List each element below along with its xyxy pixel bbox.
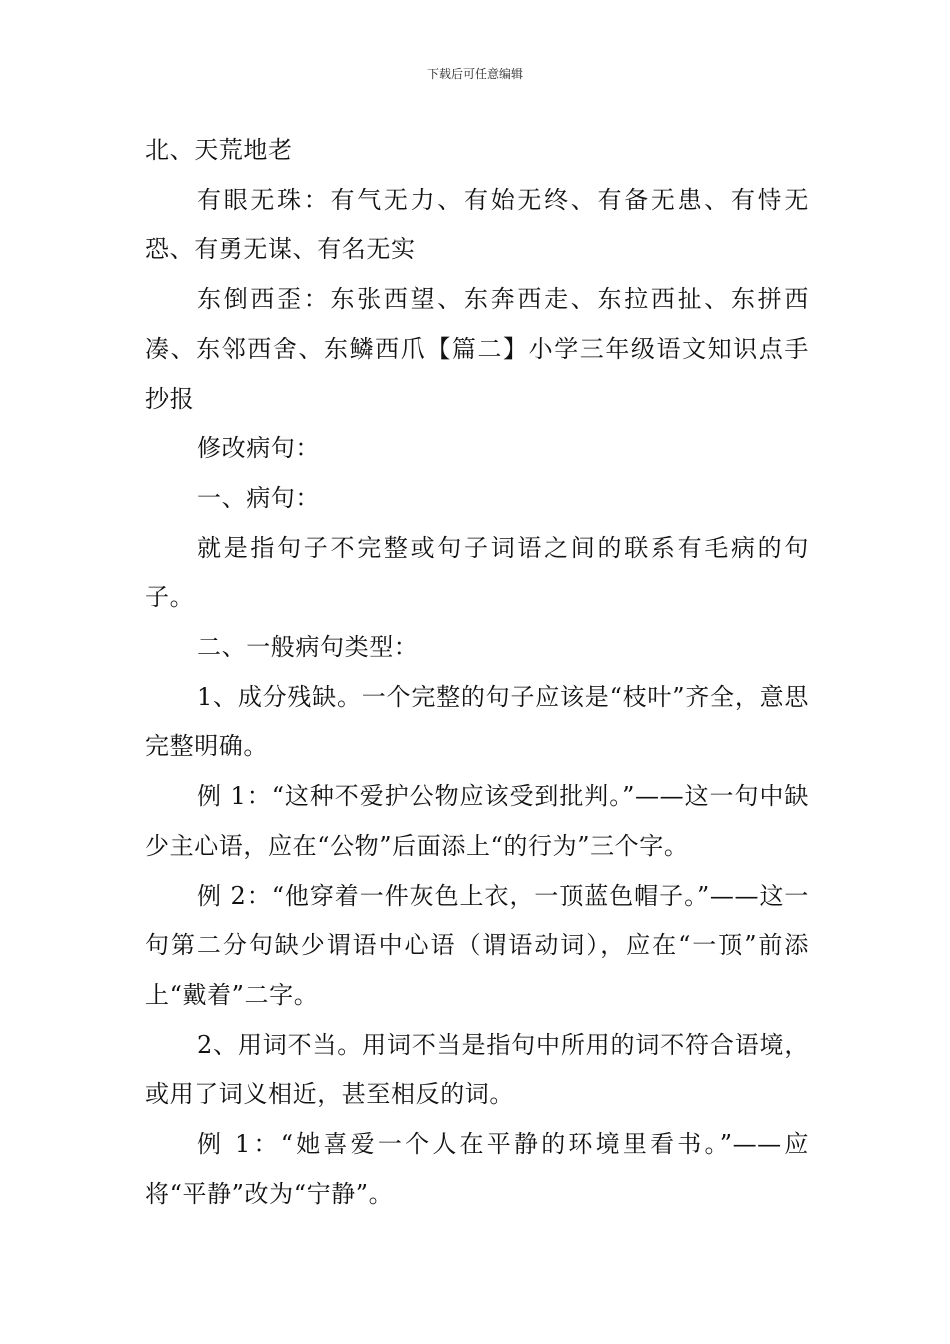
section-heading-revise-sentences: 修改病句： [197,434,320,463]
paragraph-youyanwuzhu: 有眼无珠：有气无力、有始无终、有备无患、有恃无恐、有勇无谋、有名无实 [145,185,809,264]
paragraph-type-2: 2、用词不当。用词不当是指句中所用的词不符合语境，或用了词义相近，甚至相反的词。 [145,1030,809,1109]
subheading-faulty-sentence: 一、病句： [197,483,320,512]
page-header-note: 下载后可任意编辑 [426,67,523,81]
paragraph-definition: 就是指句子不完整或句子词语之间的联系有毛病的句子。 [145,533,809,612]
document-body [145,126,809,1219]
paragraph-continuation: 北、天荒地老 [145,136,293,164]
paragraph-type-1: 1、成分残缺。一个完整的句子应该是“枝叶”齐全，意思完整明确。 [145,682,809,761]
paragraph-dongdaoxiwai: 东倒西歪：东张西望、东奔西走、东拉西扯、东拼西凑、东邻西舍、东鳞西爪【篇二】小学三年级语文知识点手抄报 [145,285,809,413]
subheading-sentence-types: 二、一般病句类型： [197,633,419,662]
paragraph-example-1b: 例 2：“他穿着一件灰色上衣，一顶蓝色帽子。”——这一句第二分句缺少谓语中心语（谓语动词），应在“一顶”前添上“戴着”二字。 [145,881,809,1009]
paragraph-example-1a: 例 1：“这种不爱护公物应该受到批判。”——这一句中缺少主心语，应在“公物”后面添上“的行为”三个字。 [145,782,809,860]
paragraph-example-2a: 例 1：“她喜爱一个人在平静的环境里看书。”——应将“平静”改为“宁静”。 [145,1130,809,1208]
